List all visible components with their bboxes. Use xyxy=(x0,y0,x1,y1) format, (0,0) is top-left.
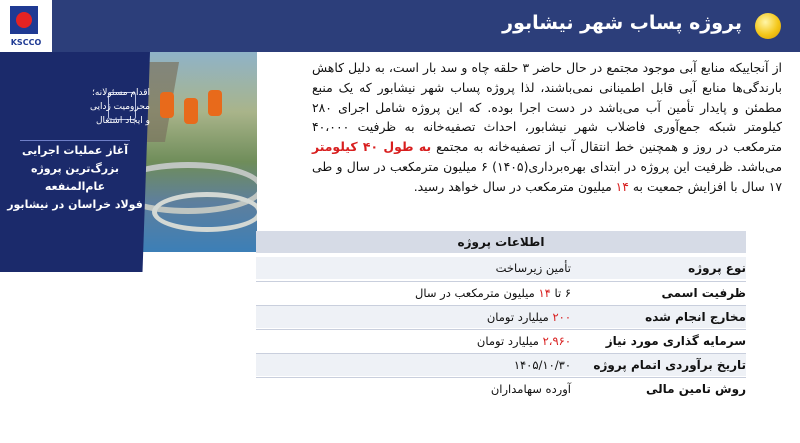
info-table-heading: اطلاعات پروژه xyxy=(256,231,746,253)
banner-headline xyxy=(4,142,146,214)
company-logo xyxy=(0,0,52,52)
info-value: ۱۴۰۵/۱۰/۳۰ xyxy=(513,358,571,372)
investment-amount: ۲،۹۶۰ xyxy=(542,334,571,348)
info-row-spent xyxy=(256,305,746,328)
info-label: نوع پروژه xyxy=(688,261,746,275)
description-highlight-capacity: ۱۴ xyxy=(615,178,629,194)
info-row-completion-date xyxy=(256,353,746,376)
info-value xyxy=(261,330,571,352)
description-highlight-length: به طول ۴۰ کیلومتر xyxy=(312,139,432,155)
info-label: مخارج انجام شده xyxy=(645,310,746,324)
info-label: ظرفیت اسمی xyxy=(661,286,746,300)
banner-tagline-2: محرومیت زدایی xyxy=(89,102,150,112)
logo-mark xyxy=(10,6,38,34)
banner-main-2: بزرگ‌ترین پروژه عام‌المنفعه xyxy=(30,162,120,193)
info-value xyxy=(261,282,571,304)
info-label: روش تامین مالی xyxy=(645,382,746,396)
banner-main-3: فولاد خراسان در نیشابور xyxy=(7,198,143,211)
spent-amount: ۲۰۰ xyxy=(552,310,571,324)
slide-header xyxy=(0,0,800,52)
capacity-prefix: ۶ تا xyxy=(550,286,571,300)
capacity-suffix: میلیون مترمکعب در سال xyxy=(415,286,539,300)
info-value: تأمین زیرساخت xyxy=(495,261,571,275)
banner-tagline xyxy=(70,86,150,128)
banner-main-1: آغاز عملیات اجرایی xyxy=(21,144,129,157)
spent-unit: میلیارد تومان xyxy=(486,310,553,324)
logo-dot xyxy=(16,12,32,28)
info-row-investment xyxy=(256,329,746,352)
photo-basin-2 xyxy=(152,192,257,232)
info-row-capacity xyxy=(256,281,746,304)
investment-unit: میلیارد تومان xyxy=(476,334,543,348)
banner-divider xyxy=(20,140,130,141)
info-value xyxy=(261,306,571,328)
info-row-financing xyxy=(256,377,746,400)
capacity-max: ۱۴ xyxy=(538,286,551,300)
info-value: آورده سهامداران xyxy=(490,382,571,396)
photo-worker xyxy=(160,92,174,118)
banner-tagline-3: و ایجاد اشتغال xyxy=(95,116,150,126)
info-label: سرمایه گذاری مورد نیاز xyxy=(605,334,746,348)
slide-title: پروژه پساب شهر نیشابور xyxy=(502,12,742,34)
project-description xyxy=(312,58,782,197)
banner-tagline-1: اقدام مسئولانه؛ xyxy=(92,88,150,98)
bullet-circle-icon xyxy=(755,13,781,39)
logo-text: KSCCO xyxy=(10,38,42,47)
description-part-1: از آنجاییکه منابع آبی موجود مجتمع در حال حاضر ۳ حلقه چاه و سد بار است، به دلیل کاهش بارندگی‌ها منابع آبی قابل اطمینانی نمی‌باشند، لذا پروژه پساب شهر نیشابور که یک منبع مطمئن و پایدار تأمین آب می‌باشد در دست اجرا بوده. که این پروژه شامل اجرای ۲۸۰ کیلومتر شبکه جمع‌آوری فاضلاب شهر نیشابور، احداث تصفیه‌خانه به ظرفیت ۴۰،۰۰۰ مترمکعب در روز و همچنین خط انتقال آب از تصفیه‌خانه به مجتمع xyxy=(312,60,782,155)
info-label: تاریخ برآوردی اتمام پروژه xyxy=(593,358,746,372)
photo-worker xyxy=(208,90,222,116)
photo-worker xyxy=(184,98,198,124)
info-row-type xyxy=(256,257,746,279)
description-part-2: می‌باشد. ظرفیت این پروژه در ابتدای بهره‌برداری(۱۴۰۵) ۶ میلیون مترمکعب در سال و طی ۱۷ سال با افزایش جمعیت به xyxy=(312,158,783,194)
description-part-3: میلیون مترمکعب در سال خواهد رسید. xyxy=(413,178,616,194)
